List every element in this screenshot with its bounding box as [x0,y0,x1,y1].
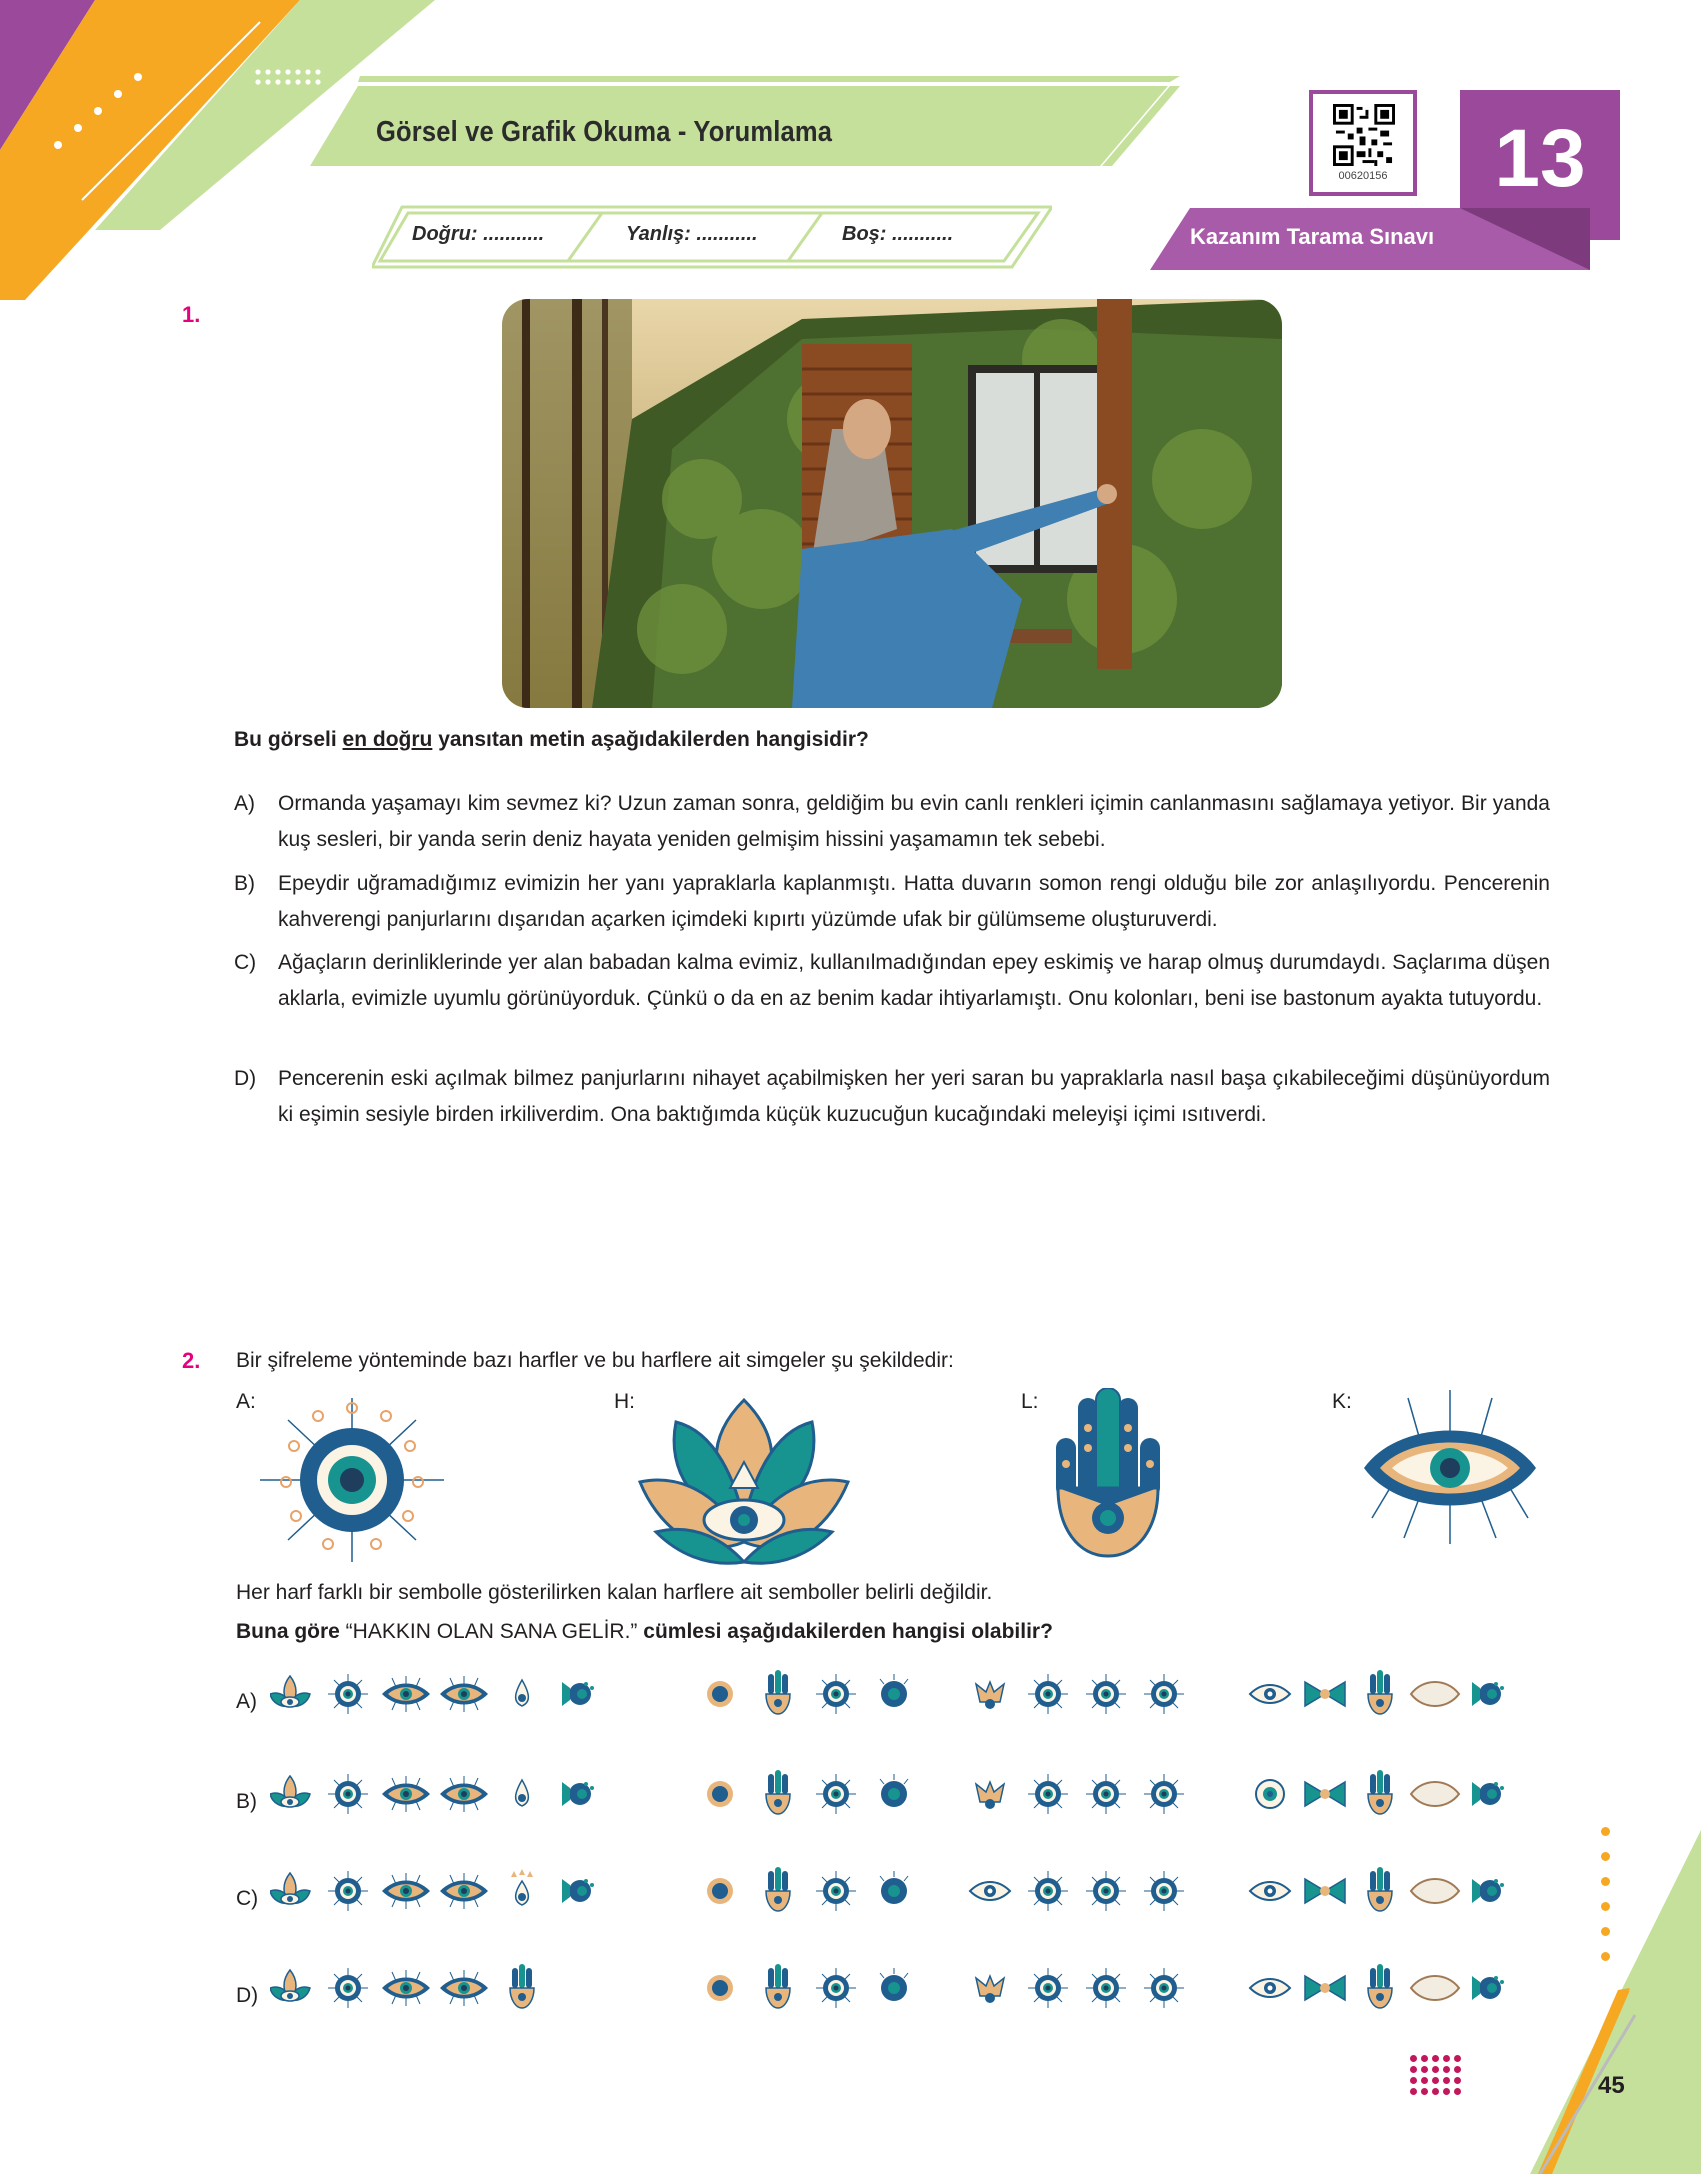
test-number: 13 [1494,113,1586,204]
sun-symbol-icon [1086,1968,1126,2008]
tulip-symbol-icon [976,1782,1004,1809]
ring-symbol-icon [1256,1780,1284,1808]
sun-symbol-icon [1144,1871,1184,1911]
q1-stem-emphasis: en doğru [342,728,433,751]
eye-symbol-icon [382,1676,430,1712]
sun-symbol-icon [328,1774,368,1814]
sun-symbol-icon [1086,1674,1126,1714]
lotus-symbol-icon [270,1676,310,1707]
q2-stem: Buna göre “HAKKIN OLAN SANA GELİR.” cümlesi aşağıdakilerden hangisi olabilir? [236,1620,1053,1643]
answer-option-b[interactable] [270,1770,1504,1814]
q2-note: Her harf farklı bir sembolle gösterilirken kalan harflere ait semboller belirli değildir. [236,1581,993,1604]
question-number-1: 1. [182,302,201,327]
blue-symbol-icon [880,1871,908,1904]
blue-symbol-icon [880,1968,908,2001]
circle-symbol-icon [707,1878,733,1904]
drop-symbol-icon [516,1680,529,1706]
q2-answer-symbols [270,1670,1570,2030]
hamsa-hand-icon [1048,1388,1168,1558]
option-letter: A) [234,792,255,815]
sun-symbol-icon [1144,1968,1184,2008]
sun-symbol-icon [328,1968,368,2008]
bow-symbol-icon [1305,1976,1345,2000]
bow-symbol-icon [1305,1879,1345,1903]
hamsa-symbol-icon [1368,1964,1392,2008]
sun-symbol-icon [328,1871,368,1911]
eye-symbol-icon [440,1873,488,1909]
fish-symbol-icon [1472,1879,1504,1903]
hamsa-symbol-icon [1368,1867,1392,1911]
hamsa-symbol-icon [1368,1770,1392,1814]
answer-option-a[interactable] [270,1670,1504,1714]
eye-symbol-icon [440,1676,488,1712]
circle-symbol-icon [707,1975,733,2001]
tulip-symbol-icon [976,1976,1004,2003]
symbol-letter-l: L: [1021,1390,1039,1413]
score-wrong[interactable]: Yanlış: ........... [626,223,758,245]
q1-option-d[interactable] [234,1061,1550,1133]
bow-symbol-icon [1305,1782,1345,1806]
q1-option-a[interactable] [234,786,1550,858]
sun-symbol-icon [1028,1674,1068,1714]
fish-symbol-icon [1472,1682,1504,1706]
score-fields [372,205,1052,269]
hamsa-symbol-icon [766,1867,790,1911]
sun-symbol-icon [816,1871,856,1911]
exam-type-label: Kazanım Tarama Sınavı [1190,224,1435,249]
option-letter: B) [234,872,255,895]
q1-stem: Bu görseli en doğru yansıtan metin aşağıdakilerden hangisidir? [234,728,869,751]
lotus-symbol-icon [270,1873,310,1904]
lotus-eye-icon [636,1392,852,1568]
q2-option-b-letter[interactable]: B) [236,1790,257,1813]
q1-option-b[interactable] [234,866,1550,938]
option-text: Ağaçların derinliklerinde yer alan babadan kalma evimiz, kullanılmadığından epey eskimiş ve harap olmuş durumdaydı. Saçlarıma düşen aklarla, evimizle uyumlu görünüyorduk. Çünkü o da en az benim kadar ihtiyarlamıştı. Onu kolonları, beni ise bastonum ayakta tutuyordu. [278,951,1550,1010]
smalleye-symbol-icon [1250,1685,1290,1703]
bow-symbol-icon [1305,1682,1345,1706]
symbol-letter-h: H: [614,1390,635,1413]
sun-symbol-icon [816,1968,856,2008]
fish-symbol-icon [562,1682,594,1706]
sun-symbol-icon [816,1774,856,1814]
sun-symbol-icon [328,1674,368,1714]
question-photo [502,299,1282,708]
hamsa-symbol-icon [766,1964,790,2008]
eye-symbol-icon [440,1970,488,2006]
symbol-letter-a: A: [236,1390,256,1413]
option-text: Ormanda yaşamayı kim sevmez ki? Uzun zaman sonra, geldiğim bu evin canlı renkleri içimin canlanmasını sağlamaya yetiyor. Bir yanda kuş sesleri, bir yanda serin deniz hayata yeniden gelmişim hissini yaşamamın tek sebebi. [278,792,1550,851]
fish-symbol-icon [1472,1782,1504,1806]
circle-symbol-icon [707,1681,733,1707]
big-eye-icon [1360,1388,1540,1546]
almond-symbol-icon [1411,1682,1459,1706]
hamsa-symbol-icon [510,1964,534,2008]
lotus-symbol-icon [270,1970,310,2001]
hamsa-symbol-icon [766,1770,790,1814]
tulip-symbol-icon [976,1682,1004,1709]
score-correct[interactable]: Doğru: ........... [412,223,545,245]
circle-symbol-icon [707,1781,733,1807]
q2-option-a-letter[interactable]: A) [236,1690,257,1713]
almond-symbol-icon [1411,1879,1459,1903]
section-title: Görsel ve Grafik Okuma - Yorumlama [376,116,833,148]
q1-option-c[interactable] [234,945,1550,1017]
answer-option-c[interactable] [270,1867,1504,1911]
q2-intro: Bir şifreleme yönteminde bazı harfler ve bu harflere ait simgeler şu şekildedir: [236,1349,954,1372]
qr-code-icon [1333,104,1395,166]
dropdeco-symbol-icon [511,1869,533,1905]
sun-symbol-icon [1028,1871,1068,1911]
qr-code-box[interactable] [1309,90,1417,196]
almond-symbol-icon [1411,1976,1459,2000]
eye-symbol-icon [440,1776,488,1812]
evil-eye-sun-icon [258,1396,446,1564]
sun-symbol-icon [1028,1968,1068,2008]
hamsa-symbol-icon [1368,1670,1392,1714]
hamsa-symbol-icon [766,1670,790,1714]
sun-symbol-icon [1144,1774,1184,1814]
eye-symbol-icon [382,1776,430,1812]
smalleye-symbol-icon [1250,1882,1290,1900]
section-title-banner [300,76,1180,170]
fish-symbol-icon [562,1879,594,1903]
sun-symbol-icon [1086,1871,1126,1911]
option-letter: C) [234,951,257,974]
lotus-symbol-icon [270,1776,310,1807]
sun-symbol-icon [816,1674,856,1714]
eye-symbol-icon [382,1970,430,2006]
blue-symbol-icon [880,1674,908,1707]
q2-option-c-letter[interactable]: C) [236,1887,259,1910]
score-blank[interactable]: Boş: ........... [842,223,954,245]
smalleye-symbol-icon [970,1882,1010,1900]
option-text: Epeydir uğramadığımız evimizin her yanı yapraklarla kaplanmıştı. Hatta duvarın somon rengi olduğu bile zor anlaşılıyordu. Pencerenin kahverengi panjurlarını dışarıdan açarken içimdeki kıpırtı yüzümde ufak bir gülümseme oluşturuverdi. [278,872,1550,931]
fish-symbol-icon [562,1782,594,1806]
qr-number: 00620156 [1338,170,1388,182]
fish-symbol-icon [1472,1976,1504,2000]
q2-option-d-letter[interactable]: D) [236,1984,259,2007]
sun-symbol-icon [1144,1674,1184,1714]
option-letter: D) [234,1067,257,1090]
question-number-2: 2. [182,1348,201,1373]
symbol-letter-k: K: [1332,1390,1352,1413]
exam-type-banner [1150,208,1590,270]
eye-symbol-icon [382,1873,430,1909]
option-text: Pencerenin eski açılmak bilmez panjurlarını nihayet açabilmişken her yeri saran bu yapraklarla nasıl başa çıkabileceğimi düşünüyordum ki eşimin sesiyle birden irkiliverdim. Ona baktığımda küçük kuzucuğun kucağındaki meleyişi içimi ısıtıverdi. [278,1067,1550,1126]
sun-symbol-icon [1086,1774,1126,1814]
drop-symbol-icon [516,1780,529,1806]
blue-symbol-icon [880,1774,908,1807]
sun-symbol-icon [1028,1774,1068,1814]
answer-option-d[interactable] [270,1964,1504,2008]
smalleye-symbol-icon [1250,1979,1290,1997]
almond-symbol-icon [1411,1782,1459,1806]
page-number: 45 [1598,2072,1625,2099]
